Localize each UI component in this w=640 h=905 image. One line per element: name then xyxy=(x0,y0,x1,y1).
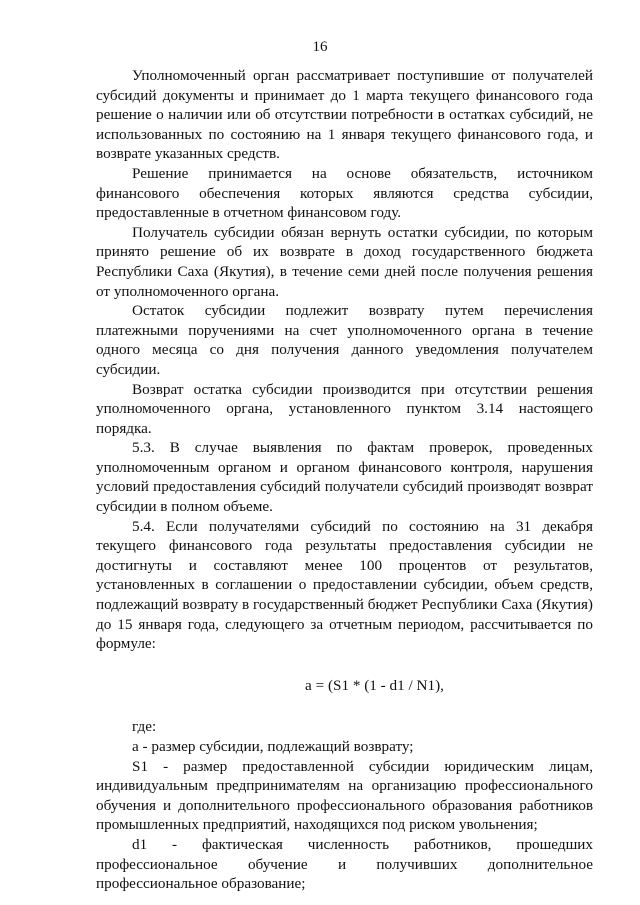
definition-s1: S1 - размер предоставленной субсидии юридическим лицам, индивидуальным предпринимателям на организацию профессионального обучения и дополнительного профессионального образования работников промышленных предприятий, находящихся под риском увольнения; xyxy=(96,757,593,834)
paragraph: Уполномоченный орган рассматривает поступившие от получателей субсидий документы и принимает до 1 марта текущего финансового года решение о наличии или об отсутствии потребности в остатках субсидий, не использованных по состоянию на 1 января текущего финансового года, и возврате указанных средств. xyxy=(96,67,593,163)
clause-5-3: 5.3. В случае выявления по фактам проверок, проведенных уполномоченным органом и органом финансового контроля, нарушения условий предоставления субсидий получатели субсидий производят возврат субсидии в полном объеме. xyxy=(96,439,593,516)
where-label: где: xyxy=(132,718,157,736)
paragraph: Решение принимается на основе обязательств, источником финансового обеспечения которых являются средства субсидии, предоставленные в отчетном финансовом году. xyxy=(96,164,593,222)
clause-5-4: 5.4. Если получателями субсидий по состоянию на 31 декабря текущего финансового года результаты предоставления субсидии не достигнуты и составляют менее 100 процентов от результатов, установленных в соглашении о предоставлении субсидии, объем средств, подлежащий возврату в государственный бюджет Республики Саха (Якутия) до 15 января года, следующего за отчетным периодом, рассчитывается по формуле: xyxy=(96,517,593,653)
definition-a: а - размер субсидии, подлежащий возврату; xyxy=(132,738,414,755)
formula: a = (S1 * (1 - d1 / N1), xyxy=(305,676,444,694)
paragraph: Получатель субсидии обязан вернуть остатки субсидии, по которым принято решение об их возврате в доход государственного бюджета Республики Саха (Якутия), в течение семи дней после получения решения от уполномоченного органа. xyxy=(96,223,593,300)
definition-d1: d1 - фактическая численность работников, прошедших профессиональное обучение и получивших дополнительное профессиональное образование; xyxy=(96,835,593,893)
paragraph: Остаток субсидии подлежит возврату путем перечисления платежными поручениями на счет уполномоченного органа в течение одного месяца со дня получения данного уведомления получателем субсидии. xyxy=(96,302,593,378)
paragraph: Возврат остатка субсидии производится при отсутствии решения уполномоченного органа, установленного пунктом 3.14 настоящего порядка. xyxy=(96,380,593,437)
document-body xyxy=(96,66,593,894)
page-number: 16 xyxy=(312,39,328,55)
